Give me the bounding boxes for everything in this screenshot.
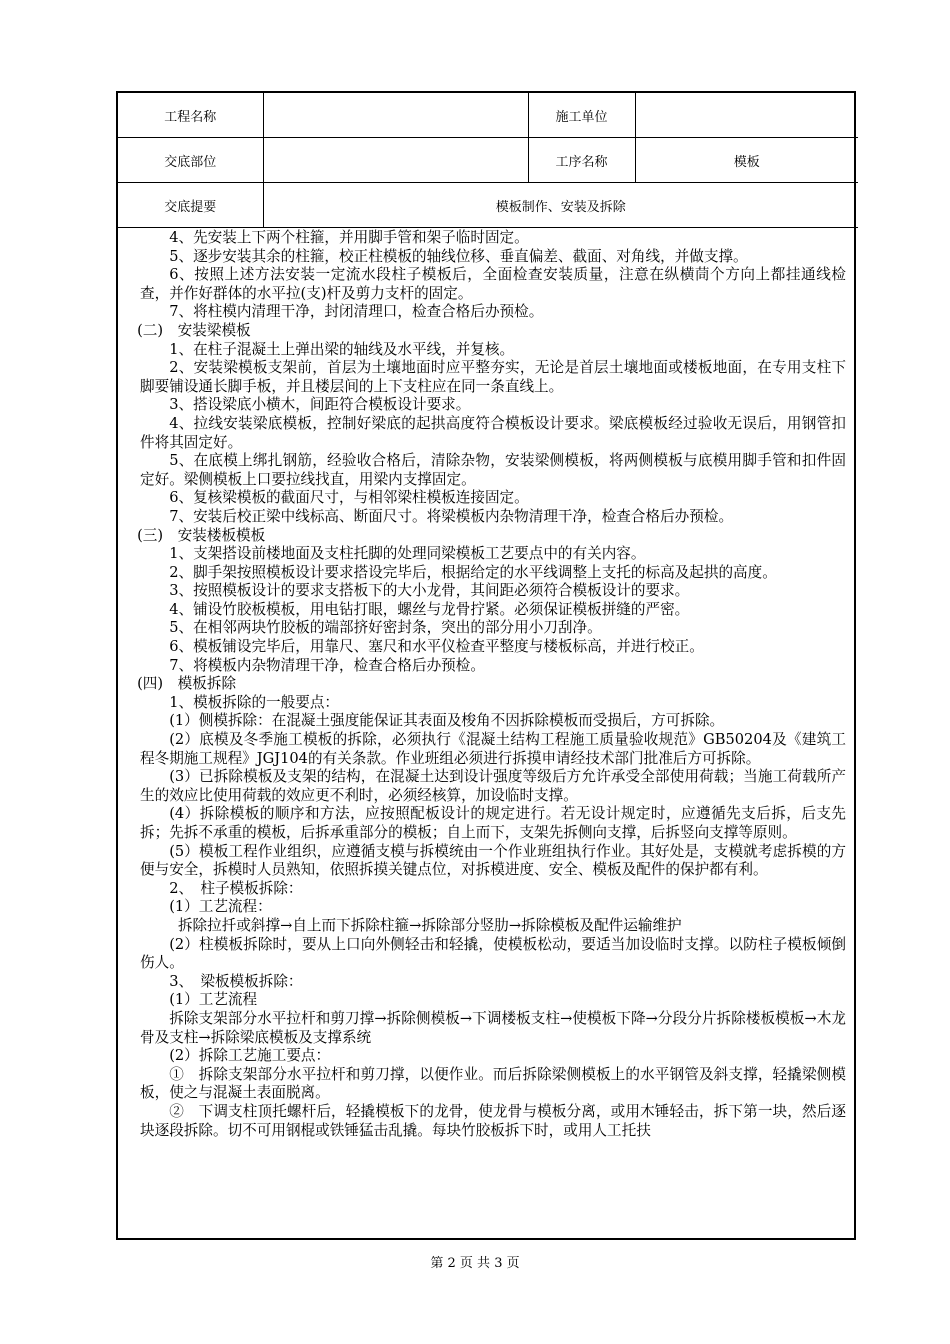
process-name-label: 工序名称 [528,138,635,183]
header-table [118,93,858,228]
content-paragraph: (2）底模及冬季施工模板的拆除，必须执行《混凝土结构工程施工质量验收规范》GB50204及《建筑工程冬期施工规程》JGJ104的有关条款。作业班组必须进行拆摸申请经技术部门批准后方可拆除。 [140,731,846,767]
handover-location-value [263,138,528,183]
content-paragraph: 3、按照模板设计的要求支搭板下的大小龙骨，其间距必须符合模板设计的要求。 [169,582,690,600]
content-paragraph: 4、铺设竹胶板模板，用电钻打眼，螺丝与龙骨拧紧。必须保证模板拼缝的严密。 [169,600,690,618]
content-paragraph: 7、安装后校正梁中线标高、断面尺寸。将梁模板内杂物清理干净，检查合格后办预检。 [169,507,734,525]
handover-summary-label: 交底提要 [118,183,263,228]
content-paragraph: (四) 模板拆除 [137,675,237,693]
content-paragraph: 4、拉线安装梁底模板，控制好梁底的起拱高度符合模板设计要求。梁底模板经过验收无误后，用钢管扣件将其固定好。 [140,414,846,451]
content-paragraph: (三) 安装楼板模板 [137,526,266,544]
content-paragraph: 5、在相邻两块竹胶板的端部挤好密封条，突出的部分用小刀刮净。 [169,619,602,637]
content-paragraph: (2）柱模板拆除时，要从上口向外侧轻击和轻撬，使模板松动，要适当加设临时支撑。以防柱子模板倾倒伤人。 [140,935,846,972]
project-name-label: 工程名称 [118,93,263,138]
content-paragraph: 5、逐步安装其余的柱箍，校正柱模板的轴线位移、垂直偏差、截面、对角线，并做支撑。 [169,247,748,265]
content-paragraph: 5、在底模上绑扎钢筋，经验收合格后，清除杂物，安装梁侧模板，将两侧模板与底模用脚手管和扣件固定好。梁侧模板上口要拉线找直，用梁内支撑固定。 [140,452,846,488]
content-paragraph: ② 下调支柱顶托螺杆后，轻撬模板下的龙骨，使龙骨与模板分离，或用木锤轻击，拆下第一块，然后逐块逐段拆除。切不可用钢棍或铁锤猛击乱撬。每块竹胶板拆下时，或用人工托扶 [140,1102,846,1139]
content-paragraph: 7、将模板内杂物清理干净，检查合格后办预检。 [169,656,485,674]
content-paragraph: 1、模板拆除的一般要点： [169,693,340,711]
content-paragraph: (3）已拆除模板及支架的结构，在混凝土达到设计强度等级后方允许承受全部使用荷载；当施工荷载所产生的效应比使用荷载的效应更不利时，必须经核算，加设临时支撑。 [140,768,846,804]
content-paragraph: 拆除支架部分水平拉杆和剪刀撑→拆除侧模板→下调楼板支柱→使模板下降→分段分片拆除楼板模板→木龙骨及支柱→拆除梁底模板及支撑系统 [140,1009,846,1046]
content-paragraph: 3、搭设梁底小横木，间距符合模板设计要求。 [169,396,471,414]
content-paragraph: 7、将柱模内清理干净，封闭清理口，检查合格后办预检。 [169,303,544,321]
content-paragraph: 2、脚手架按照模板设计要求搭设完毕后，根据给定的水平线调整上支托的标高及起拱的高度。 [169,563,777,581]
content-paragraph: (1）工艺流程： [169,898,272,916]
handover-summary-value: 模板制作、安装及拆除 [263,183,858,228]
project-name-value [263,93,528,138]
content-paragraph: 2、安装梁模板支架前，首层为土壤地面时应平整夯实，无论是首层土壤地面或楼板地面，在专用支柱下脚要铺设通长脚手板，并且楼层间的上下支柱应在同一条直线上。 [140,359,846,395]
content-paragraph: 4、先安装上下两个柱箍，并用脚手管和架子临时固定。 [169,229,529,246]
construction-unit-value [635,93,858,138]
content-paragraph: (4）拆除模板的顺序和方法，应按照配板设计的规定进行。若无设计规定时，应遵循先支后拆，后支先拆；先拆不承重的模板，后拆承重部分的模板；自上而下，支架先拆侧向支撑，后拆竖向支撑等原则。 [140,805,846,841]
content-paragraph: 1、支架搭设前楼地面及支柱托脚的处理同梁模板工艺要点中的有关内容。 [169,545,646,563]
content-paragraph: 6、模板铺设完毕后，用靠尺、塞尺和水平仪检查平整度与楼板标高，并进行校正。 [169,638,704,656]
content-paragraph: (1）侧模拆除：在混凝土强度能保证其表面及梭角不因拆除模板而受损后，方可拆除。 [169,712,725,730]
content-paragraph: ① 拆除支架部分水平拉杆和剪刀撑，以便作业。而后拆除梁侧模板上的水平钢管及斜支撑，轻撬梁侧模板，使之与混凝土表面脱离。 [140,1065,846,1102]
content-paragraph: 3、 梁板模板拆除： [169,972,303,990]
content-paragraph: 拆除拉扦或斜撑→自上而下拆除柱箍→拆除部分竖肋→拆除模板及配件运输维护 [177,916,682,934]
content-paragraph: (二) 安装梁模板 [137,321,251,339]
content-paragraph: 6、按照上述方法安装一定流水段柱子模板后，全面检查安装质量，注意在纵横茼个方向上都挂通线检查，并作好群体的水平拉(支)杆及剪力支杆的固定。 [140,266,846,302]
construction-unit-label: 施工单位 [528,93,635,138]
content-paragraph: 6、复核梁模板的截面尺寸，与相邻梁柱模板连接固定。 [169,489,529,507]
disclosure-content [118,228,854,1239]
content-paragraph: 1、在柱子混凝土上弹出梁的轴线及水平线，并复核。 [169,340,515,358]
page-number: 第 2 页 共 3 页 [430,1256,520,1271]
content-paragraph: 2、 柱子模板拆除： [169,879,303,897]
content-paragraph: (1）工艺流程 [169,991,258,1009]
content-paragraph: (5）模板工程作业组织，应遵循支模与拆模统由一个作业班组执行作业。其好处是，支模就考虑拆模的方便与安全，拆模时人员熟知，依照拆摸关键点位，对拆模进度、安全、模板及配件的保护都有利。 [140,842,846,879]
content-paragraph: (2）拆除工艺施工要点： [169,1047,331,1065]
handover-location-label: 交底部位 [118,138,263,183]
disclosure-sheet [116,91,856,1240]
process-name-value: 模板 [635,138,858,183]
